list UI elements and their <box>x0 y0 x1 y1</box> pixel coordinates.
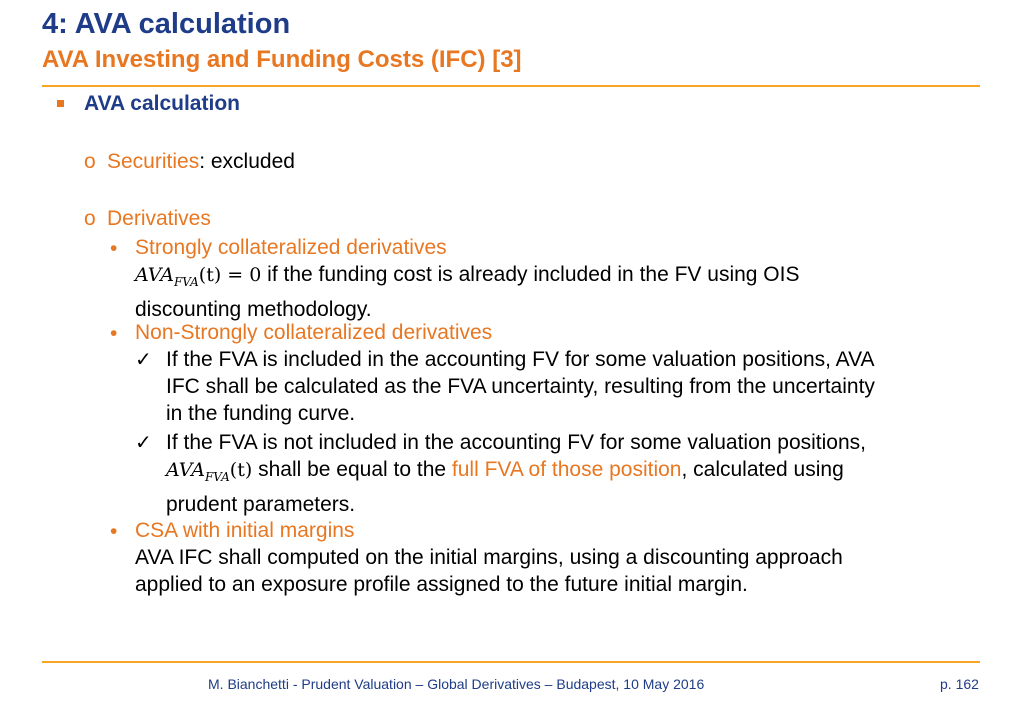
ava-fva-formula: $AVA_{FVA}(t)$ <box>166 459 253 484</box>
slide-subtitle: AVA Investing and Funding Costs (IFC) [3] <box>42 46 522 73</box>
nonstrong-item1: If the FVA is included in the accounting FV for some valuation positions, AVA IFC shall be calculated as the FVA uncertainty, resulting from the uncertainty in the funding curve. <box>166 348 875 425</box>
strong-block <box>135 234 799 323</box>
header-rule <box>42 85 980 87</box>
csa-heading: CSA with initial margins <box>135 519 355 542</box>
dot-bullet-icon: • <box>110 237 118 260</box>
footer-text: M. Bianchetti - Prudent Valuation – Global Derivatives – Budapest, 10 May 2016 <box>208 676 705 692</box>
slide-title: 4: AVA calculation <box>42 8 291 40</box>
nonstrong-item2: If the FVA is not included in the accounting FV for some valuation positions, $AVA_{FVA}(t)$ shall be equal to the full FVA of those position, calculated using prudent parameters. <box>166 431 867 516</box>
nonstrong-heading: Non-Strongly collateralized derivatives <box>135 321 493 344</box>
highlight-text: full FVA of those position <box>451 458 682 481</box>
section-heading: AVA calculation <box>84 92 240 115</box>
strong-heading: Strongly collateralized derivatives <box>135 236 447 259</box>
strong-line2: discounting methodology. <box>135 297 372 321</box>
circle-bullet-icon: o <box>84 150 96 173</box>
derivatives-label: Derivatives <box>107 207 211 230</box>
securities-item <box>107 150 295 174</box>
strong-text: if the funding cost is already included in the FV using OIS <box>261 263 800 286</box>
square-bullet-icon <box>57 100 64 107</box>
ava-fva-formula: $AVA_{FVA}(t) = 0$ <box>135 264 262 289</box>
circle-bullet-icon: o <box>84 207 96 230</box>
csa-block: CSA with initial margins AVA IFC shall computed on the initial margins, using a discounting approach applied to an exposure profile assigned to the future initial margin. <box>135 519 843 596</box>
securities-value: : excluded <box>199 150 295 173</box>
checkmark-icon: ✓ <box>135 349 152 371</box>
strong-line1 <box>135 261 799 296</box>
checkmark-icon: ✓ <box>135 432 152 454</box>
page-number: p. 162 <box>940 676 979 692</box>
footer-rule <box>42 661 980 663</box>
dot-bullet-icon: • <box>110 520 118 543</box>
nonstrong-item2-line2: $AVA_{FVA}(t)$ shall be equal to the full FVA of those position, calculated using <box>166 458 844 484</box>
dot-bullet-icon: • <box>110 322 118 345</box>
securities-label: Securities <box>107 150 200 173</box>
